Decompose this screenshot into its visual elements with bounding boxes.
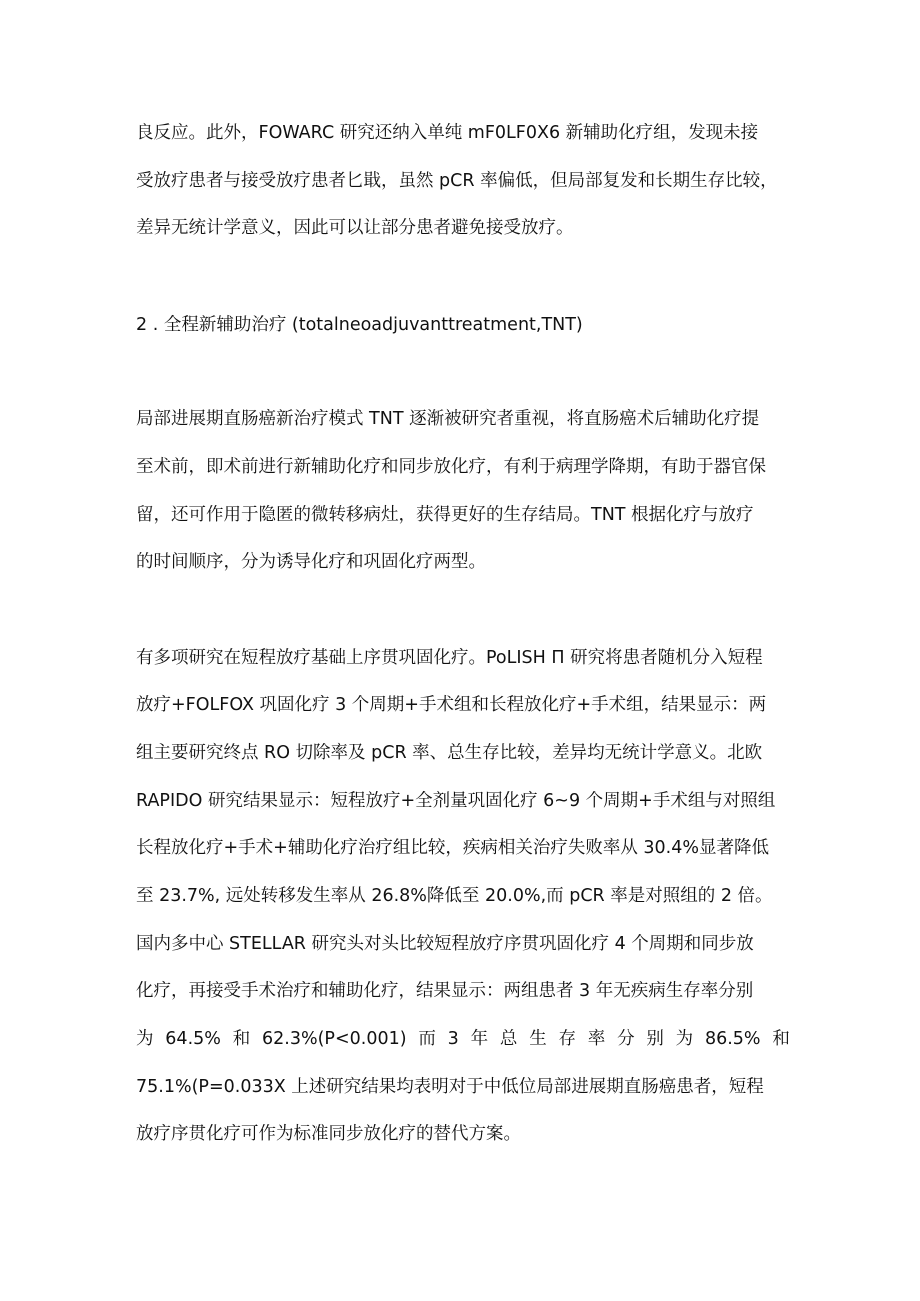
- paragraph-3-line-7: 国内多中心 STELLAR 研究头对头比较短程放疗序贯巩固化疗 4 个周期和同步放: [136, 934, 754, 954]
- justified-token: 86.5%: [704, 1029, 761, 1049]
- paragraph-3-line-2: 放疗+FOLFOX 巩固化疗 3 个周期+手术组和长程放化疗+手术组，结果显示：两: [136, 695, 767, 715]
- paragraph-3-line-4: RAPIDO 研究结果显示：短程放疗+全剂量巩固化疗 6~9 个周期+手术组与对照组: [136, 791, 776, 811]
- paragraph-1-line-3: 差异无统计学意义，因此可以让部分患者避免接受放疗。: [136, 218, 574, 238]
- justified-token: 而: [418, 1029, 436, 1049]
- justified-token: 和: [772, 1029, 790, 1049]
- justified-token: 存: [558, 1029, 576, 1049]
- justified-token: 率: [587, 1029, 606, 1049]
- paragraph-1-line-1: 良反应。此外，FOWARC 研究还纳入单纯 mF0LF0X6 新辅助化疗组，发现未接: [136, 123, 759, 143]
- justified-token: 和: [232, 1029, 251, 1049]
- paragraph-3-line-11: 放疗序贯化疗可作为标准同步放化疗的替代方案。: [136, 1124, 521, 1144]
- justified-token: 总: [499, 1029, 518, 1049]
- justified-token: 分: [617, 1029, 635, 1049]
- paragraph-3-line-5: 长程放化疗+手术+辅助化疗治疗组比较，疾病相关治疗失败率从 30.4%显著降低: [136, 838, 769, 858]
- paragraph-2-line-2: 至术前，即术前进行新辅助化疗和同步放化疗，有利于病理学降期，有助于器官保: [136, 457, 766, 477]
- paragraph-3-line-9-justified: [136, 1027, 790, 1051]
- paragraph-3-line-10: 75.1%(P=0.033X 上述研究结果均表明对于中低位局部进展期直肠癌患者，短程: [136, 1077, 764, 1097]
- justified-token: 3: [447, 1029, 459, 1049]
- paragraph-3-line-6: 至 23.7%, 远处转移发生率从 26.8%降低至 20.0%,而 pCR 率是对照组的 2 倍。: [136, 886, 773, 906]
- paragraph-2-line-4: 的时间顺序，分为诱导化疗和巩固化疗两型。: [136, 552, 486, 572]
- justified-token: 为: [136, 1029, 154, 1049]
- paragraph-2-line-1: 局部进展期直肠癌新治疗模式 TNT 逐渐被研究者重视，将直肠癌术后辅助化疗提: [136, 409, 760, 429]
- justified-token: 生: [529, 1029, 547, 1049]
- paragraph-1-line-2: 受放疗患者与接受放疗患者匕戢，虽然 pCR 率偏低，但局部复发和长期生存比较，: [136, 171, 778, 191]
- justified-token: 别: [646, 1029, 664, 1049]
- justified-token: 64.5%: [165, 1029, 221, 1049]
- paragraph-2-line-3: 留，还可作用于隐匿的微转移病灶，获得更好的生存结局。TNT 根据化疗与放疗: [136, 505, 754, 525]
- justified-token: 年: [470, 1029, 489, 1049]
- paragraph-3-line-1: 有多项研究在短程放疗基础上序贯巩固化疗。PoLISH Π 研究将患者随机分入短程: [136, 648, 763, 668]
- paragraph-3-line-8: 化疗，再接受手术治疗和辅助化疗，结果显示：两组患者 3 年无疾病生存率分别: [136, 981, 754, 1001]
- justified-token: 为: [675, 1029, 694, 1049]
- paragraph-3-line-3: 组主要研究终点 RO 切除率及 pCR 率、总生存比较，差异均无统计学意义。北欧: [136, 743, 763, 763]
- section-heading: 2 . 全程新辅助治疗 (totalneoadjuvanttreatment,TNT): [136, 315, 583, 335]
- justified-token: 62.3%(P<0.001): [261, 1029, 407, 1049]
